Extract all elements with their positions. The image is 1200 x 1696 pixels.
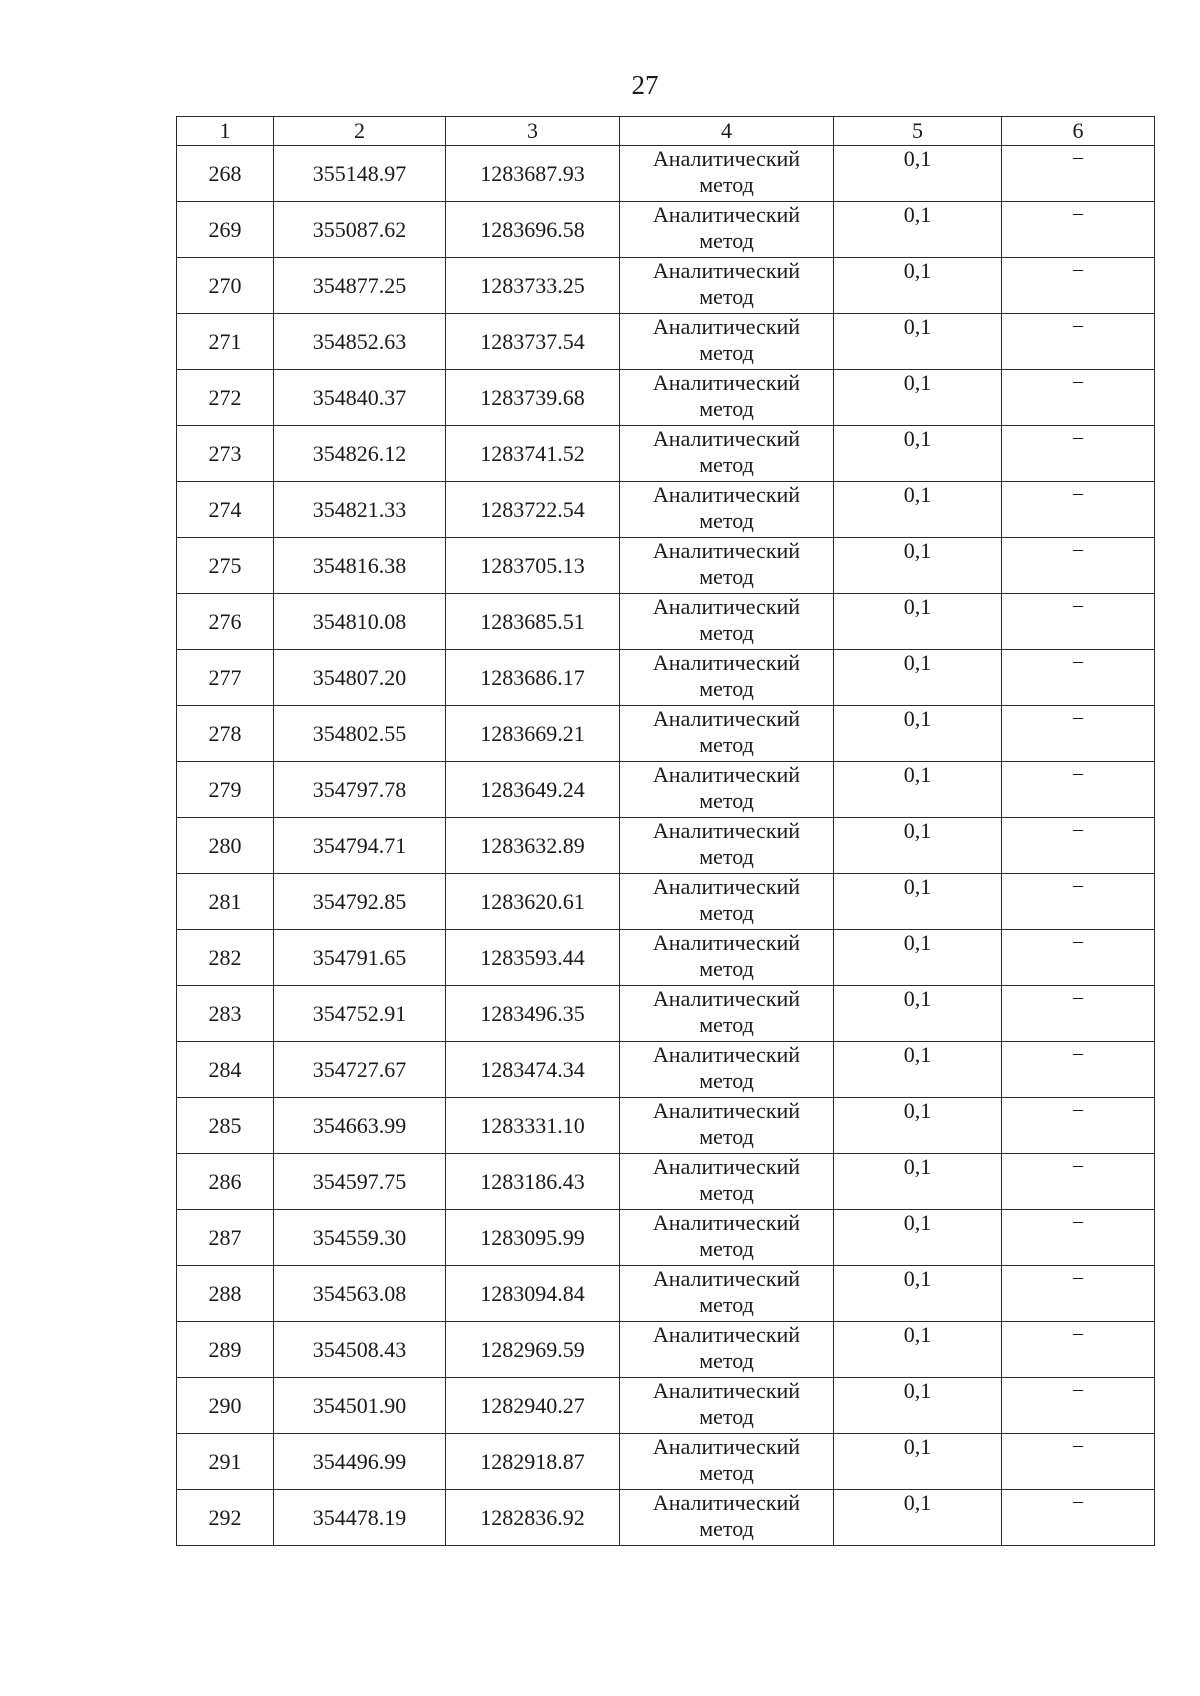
accuracy-cell: 0,1 [834, 874, 1002, 930]
method-cell [620, 930, 834, 986]
method-line-1: Аналитический [652, 1490, 801, 1515]
note-cell: – [1002, 1490, 1155, 1546]
coordinate-y-cell: 1283687.93 [446, 146, 620, 202]
point-number-cell: 277 [177, 650, 274, 706]
method-line-2: метод [699, 564, 754, 589]
note-cell: – [1002, 426, 1155, 482]
point-number-cell: 271 [177, 314, 274, 370]
method-line-2: метод [699, 1124, 754, 1149]
coordinate-y-cell: 1283620.61 [446, 874, 620, 930]
accuracy-cell: 0,1 [834, 314, 1002, 370]
note-cell: – [1002, 1098, 1155, 1154]
accuracy-cell: 0,1 [834, 538, 1002, 594]
accuracy-cell: 0,1 [834, 426, 1002, 482]
method-cell [620, 1210, 834, 1266]
coordinate-x-cell: 355148.97 [274, 146, 446, 202]
method-line-2: метод [699, 956, 754, 981]
table-row [177, 1322, 1155, 1378]
method-cell [620, 1490, 834, 1546]
point-number-cell: 285 [177, 1098, 274, 1154]
point-number-cell: 289 [177, 1322, 274, 1378]
accuracy-cell: 0,1 [834, 146, 1002, 202]
accuracy-cell: 0,1 [834, 1154, 1002, 1210]
table-row [177, 1210, 1155, 1266]
coordinate-y-cell: 1283741.52 [446, 426, 620, 482]
coordinate-x-cell: 354791.65 [274, 930, 446, 986]
method-line-1: Аналитический [652, 1322, 801, 1347]
coordinate-x-cell: 354508.43 [274, 1322, 446, 1378]
coordinate-y-cell: 1283737.54 [446, 314, 620, 370]
coordinate-y-cell: 1283733.25 [446, 258, 620, 314]
method-line-1: Аналитический [652, 1098, 801, 1123]
accuracy-cell: 0,1 [834, 986, 1002, 1042]
table-row [177, 818, 1155, 874]
note-cell: – [1002, 258, 1155, 314]
method-line-1: Аналитический [652, 874, 801, 899]
accuracy-cell: 0,1 [834, 706, 1002, 762]
note-cell: – [1002, 818, 1155, 874]
coordinate-y-cell: 1283685.51 [446, 594, 620, 650]
method-line-1: Аналитический [652, 1154, 801, 1179]
point-number-cell: 281 [177, 874, 274, 930]
table-row [177, 202, 1155, 258]
note-cell: – [1002, 1210, 1155, 1266]
method-cell [620, 986, 834, 1042]
accuracy-cell: 0,1 [834, 1378, 1002, 1434]
method-cell [620, 762, 834, 818]
point-number-cell: 268 [177, 146, 274, 202]
point-number-cell: 283 [177, 986, 274, 1042]
column-header-5: 5 [834, 117, 1002, 146]
coordinate-y-cell: 1282940.27 [446, 1378, 620, 1434]
method-cell [620, 1266, 834, 1322]
point-number-cell: 284 [177, 1042, 274, 1098]
coordinate-x-cell: 354802.55 [274, 706, 446, 762]
coordinate-y-cell: 1283496.35 [446, 986, 620, 1042]
table-row [177, 1154, 1155, 1210]
note-cell: – [1002, 762, 1155, 818]
method-line-2: метод [699, 396, 754, 421]
coordinates-table [176, 116, 1155, 1546]
note-cell: – [1002, 1266, 1155, 1322]
point-number-cell: 292 [177, 1490, 274, 1546]
point-number-cell: 273 [177, 426, 274, 482]
method-line-1: Аналитический [652, 762, 801, 787]
method-line-2: метод [699, 676, 754, 701]
method-cell [620, 706, 834, 762]
method-cell [620, 426, 834, 482]
table-row [177, 314, 1155, 370]
coordinate-y-cell: 1282918.87 [446, 1434, 620, 1490]
coordinate-x-cell: 354727.67 [274, 1042, 446, 1098]
point-number-cell: 287 [177, 1210, 274, 1266]
coordinate-y-cell: 1283649.24 [446, 762, 620, 818]
point-number-cell: 275 [177, 538, 274, 594]
table-row [177, 258, 1155, 314]
note-cell: – [1002, 314, 1155, 370]
coordinate-x-cell: 354752.91 [274, 986, 446, 1042]
accuracy-cell: 0,1 [834, 1322, 1002, 1378]
method-line-2: метод [699, 1236, 754, 1261]
table-row [177, 706, 1155, 762]
method-line-1: Аналитический [652, 426, 801, 451]
method-line-1: Аналитический [652, 202, 801, 227]
method-cell [620, 258, 834, 314]
table-row [177, 426, 1155, 482]
accuracy-cell: 0,1 [834, 258, 1002, 314]
table-row [177, 594, 1155, 650]
accuracy-cell: 0,1 [834, 1042, 1002, 1098]
table-row [177, 762, 1155, 818]
coordinate-x-cell: 354792.85 [274, 874, 446, 930]
method-line-1: Аналитический [652, 146, 801, 171]
coordinate-y-cell: 1283669.21 [446, 706, 620, 762]
table-row [177, 538, 1155, 594]
note-cell: – [1002, 538, 1155, 594]
coordinate-x-cell: 354810.08 [274, 594, 446, 650]
coordinate-y-cell: 1283186.43 [446, 1154, 620, 1210]
table-row [177, 1490, 1155, 1546]
method-cell [620, 874, 834, 930]
accuracy-cell: 0,1 [834, 930, 1002, 986]
note-cell: – [1002, 650, 1155, 706]
column-header-4: 4 [620, 117, 834, 146]
method-line-2: метод [699, 1460, 754, 1485]
method-line-1: Аналитический [652, 594, 801, 619]
method-line-2: метод [699, 1348, 754, 1373]
accuracy-cell: 0,1 [834, 594, 1002, 650]
method-line-2: метод [699, 508, 754, 533]
table-row [177, 1098, 1155, 1154]
point-number-cell: 282 [177, 930, 274, 986]
accuracy-cell: 0,1 [834, 482, 1002, 538]
method-cell [620, 538, 834, 594]
table-row [177, 1434, 1155, 1490]
table-body [177, 146, 1155, 1546]
coordinate-y-cell: 1283094.84 [446, 1266, 620, 1322]
coordinate-y-cell: 1283331.10 [446, 1098, 620, 1154]
method-line-2: метод [699, 788, 754, 813]
table-row [177, 650, 1155, 706]
coordinate-x-cell: 354797.78 [274, 762, 446, 818]
point-number-cell: 269 [177, 202, 274, 258]
method-cell [620, 370, 834, 426]
column-header-6: 6 [1002, 117, 1155, 146]
table-header [177, 117, 1155, 146]
method-cell [620, 146, 834, 202]
coordinate-y-cell: 1283696.58 [446, 202, 620, 258]
method-cell [620, 314, 834, 370]
column-header-1: 1 [177, 117, 274, 146]
method-cell [620, 1042, 834, 1098]
point-number-cell: 270 [177, 258, 274, 314]
coordinate-y-cell: 1283474.34 [446, 1042, 620, 1098]
coordinate-x-cell: 354563.08 [274, 1266, 446, 1322]
note-cell: – [1002, 1378, 1155, 1434]
header-row [177, 117, 1155, 146]
coordinate-y-cell: 1283739.68 [446, 370, 620, 426]
method-line-2: метод [699, 1292, 754, 1317]
point-number-cell: 278 [177, 706, 274, 762]
coordinate-x-cell: 354821.33 [274, 482, 446, 538]
note-cell: – [1002, 874, 1155, 930]
table-row [177, 482, 1155, 538]
method-line-2: метод [699, 844, 754, 869]
table-row [177, 930, 1155, 986]
point-number-cell: 274 [177, 482, 274, 538]
method-line-1: Аналитический [652, 986, 801, 1011]
table-row [177, 1266, 1155, 1322]
method-line-2: метод [699, 340, 754, 365]
method-line-1: Аналитический [652, 482, 801, 507]
method-cell [620, 1322, 834, 1378]
note-cell: – [1002, 1434, 1155, 1490]
method-line-1: Аналитический [652, 538, 801, 563]
accuracy-cell: 0,1 [834, 1490, 1002, 1546]
method-cell [620, 202, 834, 258]
note-cell: – [1002, 370, 1155, 426]
method-line-2: метод [699, 1180, 754, 1205]
table-row [177, 874, 1155, 930]
note-cell: – [1002, 1322, 1155, 1378]
coordinate-x-cell: 354559.30 [274, 1210, 446, 1266]
method-cell [620, 818, 834, 874]
method-line-2: метод [699, 284, 754, 309]
table-row [177, 1042, 1155, 1098]
method-line-1: Аналитический [652, 706, 801, 731]
method-line-1: Аналитический [652, 1210, 801, 1235]
coordinate-x-cell: 354663.99 [274, 1098, 446, 1154]
column-header-3: 3 [446, 117, 620, 146]
method-line-1: Аналитический [652, 1434, 801, 1459]
method-line-2: метод [699, 452, 754, 477]
method-cell [620, 482, 834, 538]
coordinate-x-cell: 354816.38 [274, 538, 446, 594]
coordinate-y-cell: 1283686.17 [446, 650, 620, 706]
method-line-2: метод [699, 732, 754, 757]
coordinate-y-cell: 1282969.59 [446, 1322, 620, 1378]
note-cell: – [1002, 146, 1155, 202]
accuracy-cell: 0,1 [834, 370, 1002, 426]
note-cell: – [1002, 202, 1155, 258]
note-cell: – [1002, 706, 1155, 762]
method-line-1: Аналитический [652, 650, 801, 675]
note-cell: – [1002, 1042, 1155, 1098]
method-cell [620, 1154, 834, 1210]
coordinate-y-cell: 1283095.99 [446, 1210, 620, 1266]
accuracy-cell: 0,1 [834, 1098, 1002, 1154]
column-header-2: 2 [274, 117, 446, 146]
coordinate-y-cell: 1283593.44 [446, 930, 620, 986]
method-line-2: метод [699, 1404, 754, 1429]
coordinate-y-cell: 1283705.13 [446, 538, 620, 594]
point-number-cell: 288 [177, 1266, 274, 1322]
coordinate-x-cell: 354877.25 [274, 258, 446, 314]
method-line-1: Аналитический [652, 930, 801, 955]
accuracy-cell: 0,1 [834, 762, 1002, 818]
note-cell: – [1002, 930, 1155, 986]
table-row [177, 146, 1155, 202]
method-line-2: метод [699, 1012, 754, 1037]
point-number-cell: 279 [177, 762, 274, 818]
point-number-cell: 276 [177, 594, 274, 650]
note-cell: – [1002, 1154, 1155, 1210]
method-cell [620, 1434, 834, 1490]
accuracy-cell: 0,1 [834, 1434, 1002, 1490]
coordinate-y-cell: 1283722.54 [446, 482, 620, 538]
method-line-1: Аналитический [652, 1266, 801, 1291]
method-line-2: метод [699, 228, 754, 253]
coordinate-x-cell: 354840.37 [274, 370, 446, 426]
coordinate-x-cell: 354852.63 [274, 314, 446, 370]
method-line-2: метод [699, 1068, 754, 1093]
method-line-1: Аналитический [652, 370, 801, 395]
coordinate-y-cell: 1283632.89 [446, 818, 620, 874]
accuracy-cell: 0,1 [834, 1266, 1002, 1322]
method-line-1: Аналитический [652, 258, 801, 283]
coordinate-x-cell: 354501.90 [274, 1378, 446, 1434]
coordinate-x-cell: 354794.71 [274, 818, 446, 874]
method-line-2: метод [699, 620, 754, 645]
method-cell [620, 594, 834, 650]
coordinate-x-cell: 354826.12 [274, 426, 446, 482]
method-line-2: метод [699, 900, 754, 925]
point-number-cell: 291 [177, 1434, 274, 1490]
note-cell: – [1002, 482, 1155, 538]
point-number-cell: 272 [177, 370, 274, 426]
coordinate-x-cell: 354478.19 [274, 1490, 446, 1546]
point-number-cell: 280 [177, 818, 274, 874]
accuracy-cell: 0,1 [834, 1210, 1002, 1266]
coordinate-x-cell: 354807.20 [274, 650, 446, 706]
note-cell: – [1002, 986, 1155, 1042]
page-number: 27 [631, 70, 659, 100]
accuracy-cell: 0,1 [834, 650, 1002, 706]
coordinate-x-cell: 355087.62 [274, 202, 446, 258]
method-line-1: Аналитический [652, 314, 801, 339]
method-cell [620, 1378, 834, 1434]
method-line-1: Аналитический [652, 818, 801, 843]
coordinate-y-cell: 1282836.92 [446, 1490, 620, 1546]
method-line-1: Аналитический [652, 1042, 801, 1067]
table-row [177, 986, 1155, 1042]
accuracy-cell: 0,1 [834, 202, 1002, 258]
table-row [177, 370, 1155, 426]
method-cell [620, 650, 834, 706]
method-line-2: метод [699, 172, 754, 197]
table-row [177, 1378, 1155, 1434]
coordinate-x-cell: 354597.75 [274, 1154, 446, 1210]
coordinate-x-cell: 354496.99 [274, 1434, 446, 1490]
method-cell [620, 1098, 834, 1154]
method-line-2: метод [699, 1516, 754, 1541]
point-number-cell: 290 [177, 1378, 274, 1434]
point-number-cell: 286 [177, 1154, 274, 1210]
note-cell: – [1002, 594, 1155, 650]
accuracy-cell: 0,1 [834, 818, 1002, 874]
method-line-1: Аналитический [652, 1378, 801, 1403]
